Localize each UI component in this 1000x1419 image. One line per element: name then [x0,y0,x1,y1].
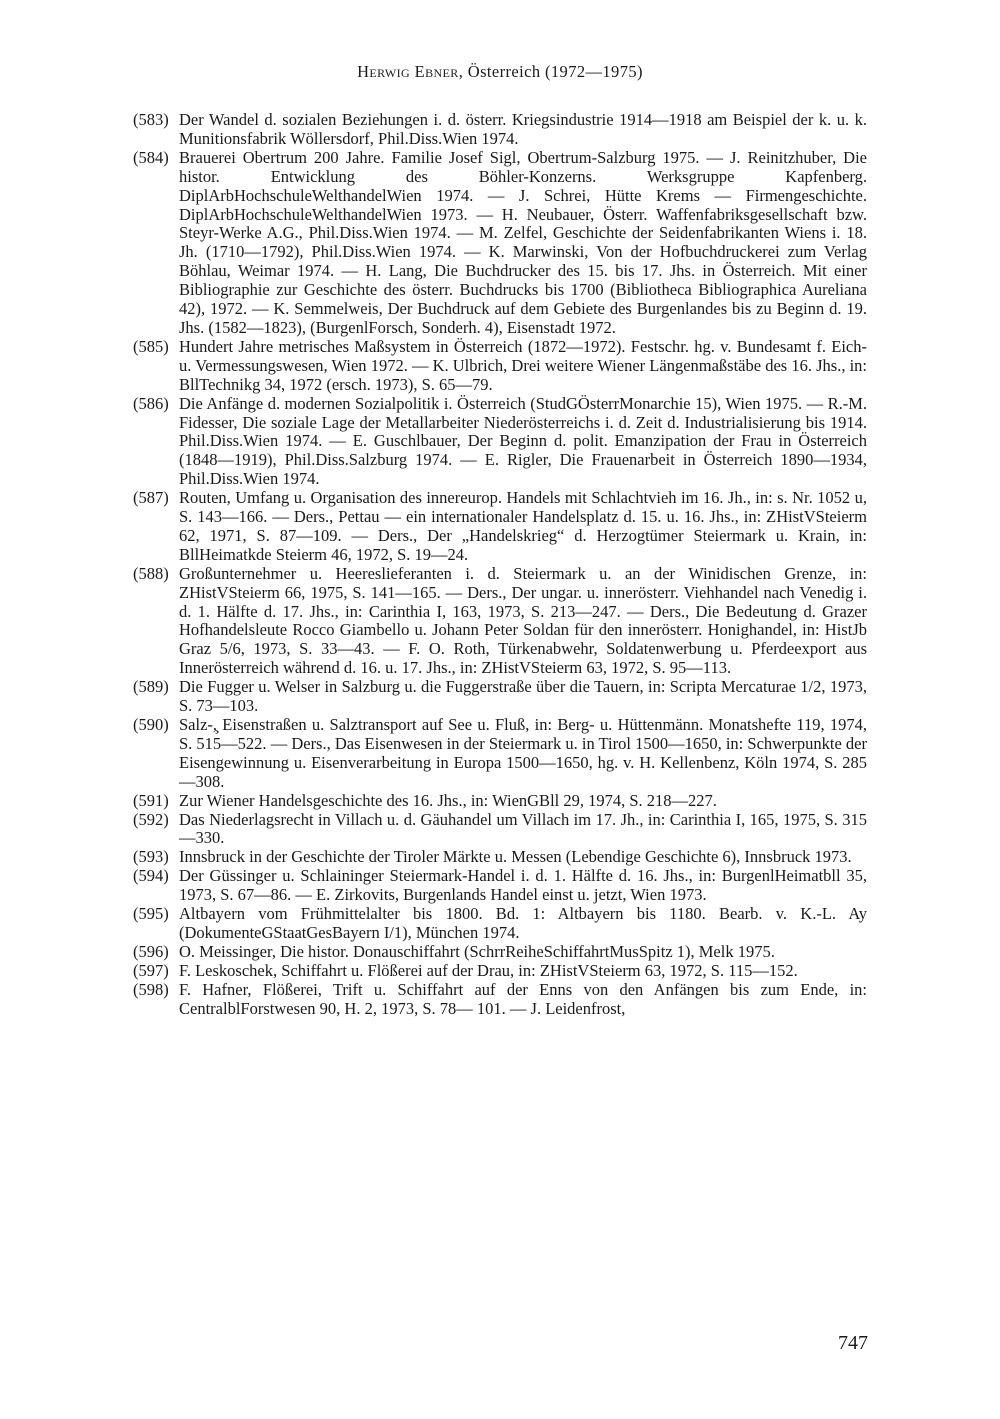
entry-number: (587) [133,488,169,508]
entry-text: Die Fugger u. Welser in Salzburg u. die Fuggerstraße über die Tauern, in: Scripta Mercaturae 1/2, 1973, S. 73—103. [179,677,867,716]
entry-text: Brauerei Obertrum 200 Jahre. Familie Josef Sigl, Obertrum-Salzburg 1975. — J. Reinitzhuber, Die histor. Entwicklung des Böhler-Konzerns. Werksgruppe Kapfenberg. DiplArbHochschuleWelthandelWien 1974. — J. Schrei, Hütte Krems — Firmengeschichte. DiplArbHochschuleWelthandelWien 1973. — H. Neubauer, Österr. Waffenfabriksgesellschaft bzw. Steyr-Werke A.G., Phil.Diss.Wien 1974. — M. Zelfel, Geschichte der Seidenfabrikanten Wiens i. 18. Jh. (1710—1792), Phil.Diss.Wien 1974. — K. Marwinski, Von der Hofbuchdruckerei zum Verlag Böhlau, Weimar 1974. — H. Lang, Die Buchdrucker des 15. bis 17. Jhs. in Österreich. Mit einer Bibliographie zur Geschichte des österr. Buchdrucks bis 1700 (Bibliotheca Bibliographica Aureliana 42), 1972. — K. Semmelweis, Der Buchdruck auf dem Gebiete des Burgenlandes bis zu Beginn d. 19. Jhs. (1582—1823), (BurgenlForsch, Sonderh. 4), Eisenstadt 1972. [179,147,867,337]
entry-number: (586) [133,393,169,413]
page-number: 747 [838,1332,868,1354]
bibliography-entry [133,338,867,395]
header-title: , Österreich (1972—1975) [458,62,643,81]
entry-text: Großunternehmer u. Heereslieferanten i. d. Steiermark u. an der Winidischen Grenze, in: ZHistVSteierm 66, 1975, S. 141—165. — Ders., Der ungar. u. innerösterr. Viehhandel nach Venedig i. d. 1. Hälfte d. 17. Jhs., in: Carinthia I, 163, 1973, S. 213—247. — Ders., Die Bedeutung d. Grazer Hofhandelsleute Rocco Giambello u. Johann Peter Soldan für den innerösterr. Honighandel, in: HistJb Graz 5/6, 1973, S. 33—43. — F. O. Roth, Türkenabwehr, Soldatenwerbung u. Pferdeexport aus Innerösterreich während d. 16. u. 17. Jhs., in: ZHistVSteierm 63, 1972, S. 95—113. [179,563,867,678]
bibliography-entry [133,848,867,867]
bibliography-entry [133,565,867,678]
bibliography-entry [133,905,867,943]
entry-text: F. Hafner, Flößerei, Trift u. Schiffahrt auf der Enns von den Anfängen bis zum Ende, in: CentralblForstwesen 90, H. 2, 1973, S. 78— 101. — J. Leidenfrost, [179,979,867,1018]
entry-number: (589) [133,677,169,697]
bibliography-entry [133,981,867,1019]
entry-text: Der Wandel d. sozialen Beziehungen i. d. österr. Kriegsindustrie 1914—1918 am Beispiel der k. u. k. Munitionsfabrik Wöllersdorf, Phil.Diss.Wien 1974. [179,110,867,148]
bibliography-entry [133,489,867,565]
entry-text: Innsbruck in der Geschichte der Tiroler Märkte u. Messen (Lebendige Geschichte 6), Innsbruck 1973. [179,847,852,867]
bibliography-entry [133,943,867,962]
bibliography-entry [133,395,867,490]
entry-number: (593) [133,847,169,867]
entry-number: (598) [133,979,169,999]
entry-text: Die Anfänge d. modernen Sozialpolitik i. Österreich (StudGÖsterrMonarchie 15), Wien 1975. — R.-M. Fidesser, Die soziale Lage der Metallarbeiter Niederösterreichs i. d. Zeit d. Industrialisierung bis 1914. Phil.Diss.Wien 1974. — E. Guschlbauer, Der Beginn d. polit. Emanzipation der Frau in Österreich (1848—1919), Phil.Diss.Salzburg 1974. — E. Rigler, Die Frauenarbeit in Österreich 1890—1934, Phil.Diss.Wien 1974. [179,393,867,489]
entry-text: Salz-,̧ Eisenstraßen u. Salztransport auf See u. Fluß, in: Berg- u. Hüttenmänn. Monatshefte 119, 1974, S. 515—522. — Ders., Das Eisenwesen in der Steiermark u. in Tirol 1500—1650, in: Schwerpunkte der Eisengewinnung u. Eisenverarbeitung in Europa 1500—1650, hg. v. H. Kellenbenz, Köln 1974, S. 285—308. [179,715,867,791]
bibliography-entry [133,792,867,811]
entry-text: F. Leskoschek, Schiffahrt u. Flößerei auf der Drau, in: ZHistVSteierm 63, 1972, S. 115—152. [179,960,798,980]
entry-text: Zur Wiener Handelsgeschichte des 16. Jhs., in: WienGBll 29, 1974, S. 218—227. [179,790,717,810]
entry-number: (590) [133,715,169,734]
entry-number: (583) [133,110,169,129]
entry-number: (592) [133,809,169,829]
bibliography-entry [133,111,867,149]
bibliography-entry [133,867,867,905]
entry-number: (595) [133,904,169,924]
entry-number: (588) [133,563,169,583]
entry-number: (597) [133,960,169,980]
entry-number: (596) [133,941,169,961]
entry-text: Altbayern vom Frühmittelalter bis 1800. Bd. 1: Altbayern bis 1180. Bearb. v. K.-L. Ay (DokumenteGStaatGesBayern I/1), München 1974. [179,904,867,942]
entry-text: O. Meissinger, Die histor. Donauschiffahrt (SchrrReiheSchiffahrtMusSpitz 1), Melk 1975. [179,941,775,961]
header-author: Herwig Ebner [357,62,459,81]
entry-number: (594) [133,866,169,886]
bibliography-list [133,111,867,1019]
bibliography-entry [133,811,867,849]
bibliography-entry [133,678,867,716]
entry-number: (585) [133,336,169,356]
entry-text: Das Niederlagsrecht in Villach u. d. Gäuhandel um Villach im 17. Jh., in: Carinthia I, 165, 1975, S. 315—330. [179,809,867,848]
entry-text: Routen, Umfang u. Organisation des innereurop. Handels mit Schlachtvieh im 16. Jh., in: s. Nr. 1052 u, S. 143—166. — Ders., Pettau — ein internationaler Handelsplatz d. 15. u. 16. Jhs., in: ZHistVSteierm 62, 1971, S. 87—109. — Ders., Der „Handelskrieg“ d. Herzogtümer Steiermark u. Krain, in: BllHeimatkde Steierm 46, 1972, S. 19—24. [179,488,867,564]
entry-text: Der Güssinger u. Schlaininger Steiermark-Handel i. d. 1. Hälfte d. 16. Jhs., in: BurgenlHeimatbll 35, 1973, S. 67—86. — E. Zirkovits, Burgenlands Handel einst u. jetzt, Wien 1973. [179,866,867,905]
entry-number: (591) [133,790,169,810]
entry-text: Hundert Jahre metrisches Maßsystem in Österreich (1872—1972). Festschr. hg. v. Bundesamt f. Eich- u. Vermessungswesen, Wien 1972. — K. Ulbrich, Drei weitere Wiener Längenmaßstäbe des 16. Jhs., in: BllTechnikg 34, 1972 (ersch. 1973), S. 65—79. [179,336,867,394]
bibliography-entry [133,149,867,338]
bibliography-entry [133,716,867,792]
running-header [0,62,1000,82]
entry-number: (584) [133,147,169,167]
bibliography-entry [133,962,867,981]
